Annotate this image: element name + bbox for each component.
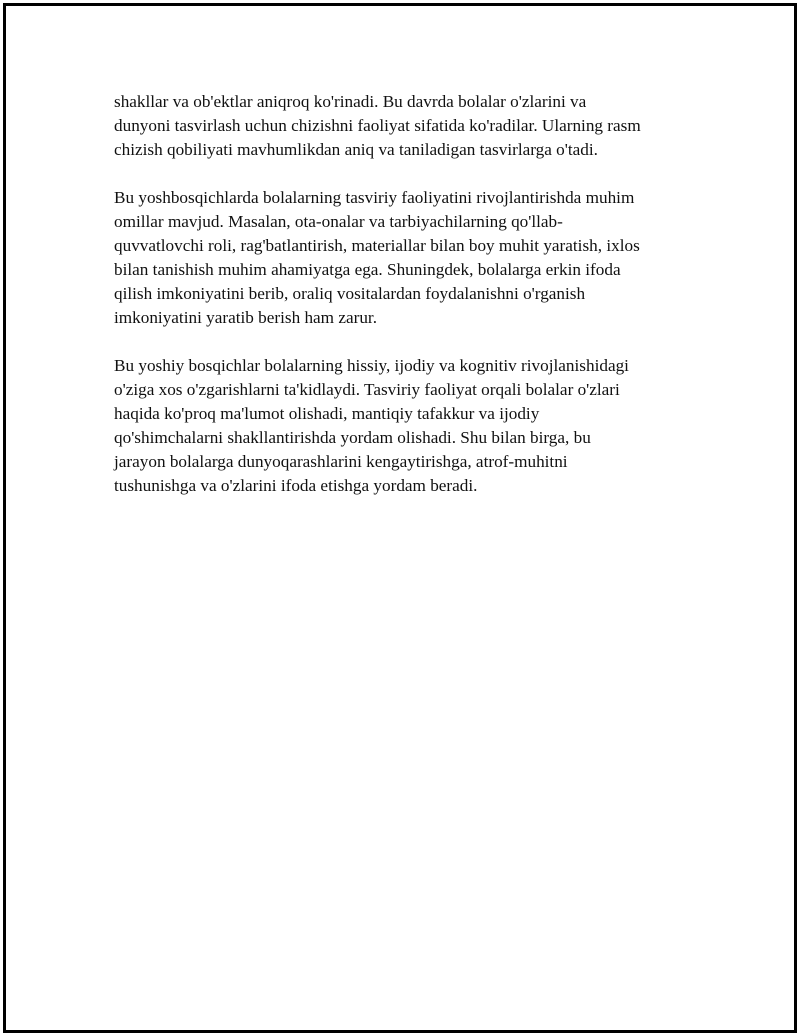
text-line: omillar mavjud. Masalan, ota-onalar va tarbiyachilarning qo'llab- [114,212,563,231]
paragraph-1 [114,90,699,162]
paragraph-3 [114,354,699,498]
text-line: shakllar va ob'ektlar aniqroq ko'rinadi. Bu davrda bolalar o'zlarini va [114,92,587,111]
text-line: bilan tanishish muhim ahamiyatga ega. Shuningdek, bolalarga erkin ifoda [114,260,621,279]
text-line: quvvatlovchi roli, rag'batlantirish, materiallar bilan boy muhit yaratish, ixlos [114,236,640,255]
text-line: qo'shimchalarni shakllantirishda yordam olishadi. Shu bilan birga, bu [114,428,591,447]
text-line: imkoniyatini yaratib berish ham zarur. [114,308,377,327]
text-line: jarayon bolalarga dunyoqarashlarini kengaytirishga, atrof-muhitni [114,452,568,471]
text-line: dunyoni tasvirlash uchun chizishni faoliyat sifatida ko'radilar. Ularning rasm [114,116,641,135]
text-line: Bu yoshbosqichlarda bolalarning tasviriy faoliyatini rivojlantirishda muhim [114,188,635,207]
text-line: tushunishga va o'zlarini ifoda etishga yordam beradi. [114,476,478,495]
text-line: qilish imkoniyatini berib, oraliq vositalardan foydalanishni o'rganish [114,284,586,303]
paragraph-2 [114,186,699,330]
text-line: chizish qobiliyati mavhumlikdan aniq va taniladigan tasvirlarga o'tadi. [114,140,598,159]
text-line: haqida ko'proq ma'lumot olishadi, mantiqiy tafakkur va ijodiy [114,404,540,423]
text-line: Bu yoshiy bosqichlar bolalarning hissiy, ijodiy va kognitiv rivojlanishidagi [114,356,629,375]
text-line: o'ziga xos o'zgarishlarni ta'kidlaydi. Tasviriy faoliyat orqali bolalar o'zlari [114,380,620,399]
document-body [114,90,699,522]
